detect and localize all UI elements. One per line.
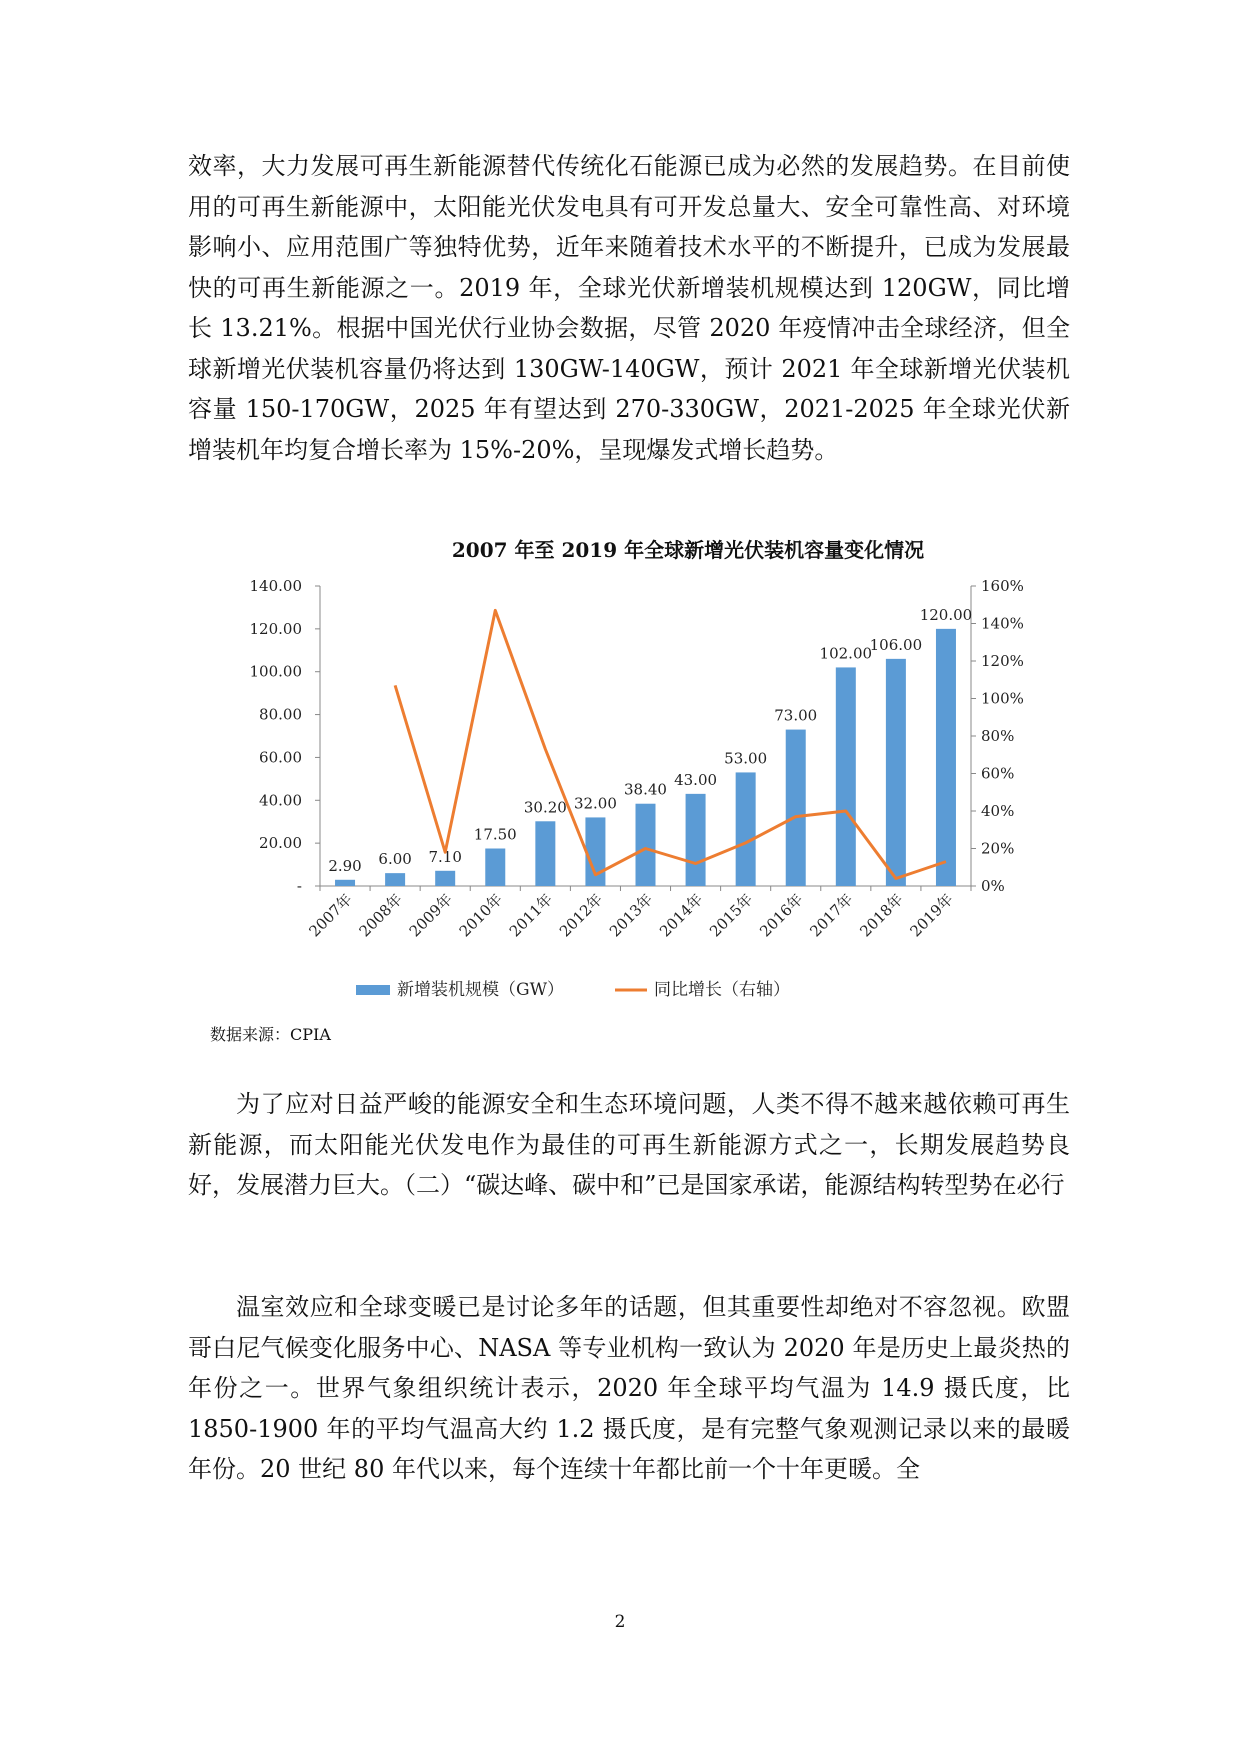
- x-tick-label: 2010年: [455, 890, 507, 941]
- paragraph-3: 温室效应和全球变暖已是讨论多年的话题，但其重要性却绝对不容忽视。欧盟哥白尼气候变化服务中心、NASA 等专业机构一致认为 2020 年是历史上最炎热的年份之一。世界气象组织统计表示，2020 年全球平均气温为 14.9 摄氏度，比 1850-1900 年的平均气温高大约 1.2 摄氏度，是有完整气象观测记录以来的最暖年份。20 世纪 80 年代以来，每个连续十年都比前一个十年更暖。全: [188, 1293, 1070, 1483]
- x-tick-label: 2015年: [706, 890, 757, 941]
- bar: [385, 873, 405, 886]
- bar-value-label: 6.00: [378, 850, 412, 869]
- bar-value-label: 17.50: [473, 825, 517, 844]
- bar-value-label: 2.90: [328, 856, 362, 875]
- bar: [936, 629, 956, 886]
- legend-bar-label: 新增装机规模（GW）: [397, 980, 565, 1000]
- bar-line-chart: [200, 565, 1090, 1015]
- bar-value-label: 43.00: [674, 770, 718, 789]
- right-tick-label: 140%: [981, 614, 1024, 633]
- right-tick-label: 120%: [981, 652, 1024, 670]
- x-tick-label: 2012年: [555, 890, 607, 941]
- x-tick-label: 2014年: [656, 890, 707, 941]
- paragraph-1: 效率，大力发展可再生新能源替代传统化石能源已成为必然的发展趋势。在目前使用的可再生新能源中，太阳能光伏发电具有可开发总量大、安全可靠性高、对环境影响小、应用范围广等独特优势，近年来随着技术水平的不断提升，已成为发展最快的可再生新能源之一。2019 年，全球光伏新增装机规模达到 120GW，同比增长 13.21%。根据中国光伏行业协会数据，尽管 2020 年疫情冲击全球经济，但全球新增光伏装机容量仍将达到 130GW-140GW，预计 2021 年全球新增光伏装机容量 150-170GW，2025 年有望达到 270-330GW，2021-2025 年全球光伏新增装机年均复合增长率为 15%-20%，呈现爆发式增长趋势。: [188, 152, 1070, 464]
- left-tick-label: 40.00: [259, 791, 302, 810]
- left-tick-label: -: [296, 877, 302, 895]
- source-note: 数据来源：CPIA: [210, 1025, 331, 1044]
- x-tick-label: 2011年: [505, 890, 557, 941]
- bar-value-label: 102.00: [819, 644, 873, 663]
- bar: [886, 659, 906, 886]
- bar-value-label: 53.00: [724, 749, 768, 768]
- left-tick-label: 20.00: [259, 834, 302, 853]
- right-tick-label: 60%: [981, 764, 1015, 783]
- x-tick-label: 2016年: [756, 890, 807, 941]
- left-tick-label: 140.00: [249, 577, 302, 595]
- x-tick-label: 2009年: [405, 890, 457, 941]
- chart-title: 2007 年至 2019 年全球新增光伏装机容量变化情况: [451, 538, 925, 562]
- x-tick-label: 2017年: [806, 890, 857, 941]
- right-tick-label: 100%: [981, 689, 1024, 708]
- bar-value-label: 120.00: [919, 605, 973, 624]
- legend-line-label: 同比增长（右轴）: [654, 980, 790, 1000]
- left-tick-label: 80.00: [259, 705, 302, 724]
- x-tick-label: 2007年: [305, 890, 356, 941]
- left-tick-label: 120.00: [249, 619, 302, 638]
- bar-value-label: 7.10: [428, 847, 462, 866]
- bar: [786, 730, 806, 886]
- right-tick-label: 0%: [981, 877, 1005, 895]
- bar-value-label: 73.00: [774, 706, 818, 725]
- bar: [836, 667, 856, 886]
- bar: [335, 880, 355, 886]
- bar: [435, 871, 455, 886]
- x-tick-label: 2019年: [906, 890, 957, 941]
- right-tick-label: 20%: [981, 839, 1015, 858]
- x-tick-label: 2013年: [605, 890, 657, 941]
- right-tick-label: 40%: [981, 802, 1015, 820]
- page-number: 2: [614, 1612, 626, 1632]
- right-tick-label: 160%: [981, 577, 1024, 595]
- bar: [535, 821, 555, 886]
- x-tick-label: 2008年: [355, 890, 406, 941]
- bar: [636, 804, 656, 886]
- bar: [686, 794, 706, 886]
- paragraph-2: 为了应对日益严峻的能源安全和生态环境问题，人类不得不越来越依赖可再生新能源，而太阳能光伏发电作为最佳的可再生新能源方式之一，长期发展趋势良好，发展潜力巨大。（二）“碳达峰、碳中和”已是国家承诺，能源结构转型势在必行: [188, 1090, 1070, 1199]
- left-tick-label: 100.00: [249, 662, 302, 681]
- x-tick-label: 2018年: [856, 890, 907, 941]
- bar-value-label: 106.00: [869, 635, 923, 654]
- bar: [736, 772, 756, 886]
- bar-value-label: 30.20: [523, 798, 567, 817]
- bar-value-label: 38.40: [624, 780, 667, 799]
- right-tick-label: 80%: [981, 727, 1015, 745]
- bar: [485, 849, 505, 887]
- left-tick-label: 60.00: [259, 748, 302, 767]
- legend-bar-swatch: [356, 985, 390, 995]
- bar-value-label: 32.00: [573, 794, 617, 813]
